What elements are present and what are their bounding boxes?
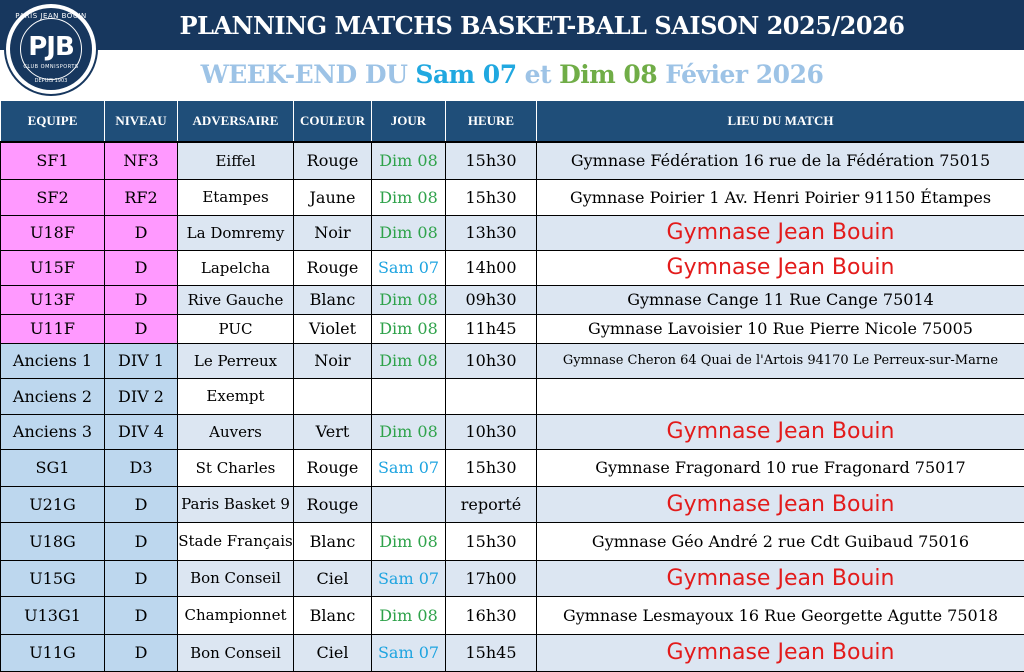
table-row (1, 250, 1024, 285)
cell-couleur: Blanc (294, 285, 372, 314)
cell-lieu: Gymnase Cange 11 Rue Cange 75014 (537, 285, 1024, 314)
cell-lieu: Gymnase Fragonard 10 rue Fragonard 75017 (537, 449, 1024, 486)
col-equipe: EQUIPE (1, 101, 105, 143)
cell-niveau: D (105, 314, 178, 343)
cell-jour: Dim 08 (372, 179, 446, 215)
cell-couleur: Ciel (294, 560, 372, 596)
cell-heure: 17h00 (446, 560, 537, 596)
cell-heure: 10h30 (446, 343, 537, 378)
cell-couleur: Rouge (294, 142, 372, 179)
cell-jour: Dim 08 (372, 414, 446, 449)
cell-jour: Sam 07 (372, 634, 446, 671)
cell-couleur: Blanc (294, 522, 372, 560)
table-body (1, 142, 1024, 671)
page-header (0, 0, 1024, 98)
cell-heure: 15h45 (446, 634, 537, 671)
cell-lieu: Gymnase Jean Bouin (537, 414, 1024, 449)
title-bar (0, 0, 1024, 50)
cell-equipe: U13F (1, 285, 105, 314)
cell-niveau: D (105, 560, 178, 596)
cell-couleur: Rouge (294, 449, 372, 486)
page-title: PLANNING MATCHS BASKET-BALL SAISON 2025/2026 (180, 11, 905, 40)
table-row (1, 634, 1024, 671)
cell-equipe: Anciens 2 (1, 378, 105, 414)
cell-jour: Sam 07 (372, 449, 446, 486)
cell-adversaire: La Domremy (178, 215, 294, 250)
cell-equipe: U18G (1, 522, 105, 560)
cell-equipe: U11F (1, 314, 105, 343)
cell-heure: 13h30 (446, 215, 537, 250)
logo-bottom-text: CLUB OMNISPORTS (6, 64, 96, 70)
cell-jour (372, 378, 446, 414)
cell-jour: Dim 08 (372, 285, 446, 314)
cell-couleur: Ciel (294, 634, 372, 671)
col-jour: JOUR (372, 101, 446, 143)
cell-jour: Sam 07 (372, 560, 446, 596)
cell-couleur: Noir (294, 215, 372, 250)
cell-adversaire: Exempt (178, 378, 294, 414)
cell-equipe: SG1 (1, 449, 105, 486)
cell-lieu: Gymnase Lavoisier 10 Rue Pierre Nicole 75005 (537, 314, 1024, 343)
col-adversaire: ADVERSAIRE (178, 101, 294, 143)
cell-jour: Dim 08 (372, 343, 446, 378)
cell-lieu: Gymnase Fédération 16 rue de la Fédération 75015 (537, 142, 1024, 179)
cell-heure: 16h30 (446, 596, 537, 634)
cell-jour: Dim 08 (372, 142, 446, 179)
cell-jour: Dim 08 (372, 314, 446, 343)
cell-niveau: RF2 (105, 179, 178, 215)
cell-equipe: U13G1 (1, 596, 105, 634)
cell-couleur: Rouge (294, 250, 372, 285)
cell-lieu (537, 378, 1024, 414)
cell-lieu: Gymnase Jean Bouin (537, 215, 1024, 250)
cell-couleur: Rouge (294, 486, 372, 522)
cell-heure (446, 378, 537, 414)
cell-lieu: Gymnase Jean Bouin (537, 486, 1024, 522)
cell-equipe: SF2 (1, 179, 105, 215)
cell-adversaire: Stade Français (178, 522, 294, 560)
match-schedule-table (0, 100, 1024, 672)
cell-jour (372, 486, 446, 522)
cell-heure: 15h30 (446, 179, 537, 215)
weekend-subtitle (0, 50, 1024, 98)
cell-niveau: DIV 1 (105, 343, 178, 378)
cell-lieu: Gymnase Jean Bouin (537, 250, 1024, 285)
cell-equipe: SF1 (1, 142, 105, 179)
cell-adversaire: Auvers (178, 414, 294, 449)
table-row (1, 343, 1024, 378)
table-row (1, 486, 1024, 522)
cell-lieu: Gymnase Géo André 2 rue Cdt Guibaud 75016 (537, 522, 1024, 560)
cell-heure: 15h30 (446, 142, 537, 179)
cell-jour: Dim 08 (372, 522, 446, 560)
cell-heure: 09h30 (446, 285, 537, 314)
cell-couleur: Violet (294, 314, 372, 343)
col-niveau: NIVEAU (105, 101, 178, 143)
cell-jour: Dim 08 (372, 215, 446, 250)
cell-niveau: D (105, 486, 178, 522)
table-row (1, 414, 1024, 449)
cell-niveau: D3 (105, 449, 178, 486)
cell-niveau: D (105, 285, 178, 314)
cell-adversaire: PUC (178, 314, 294, 343)
table-row (1, 522, 1024, 560)
club-logo (6, 4, 96, 94)
cell-niveau: NF3 (105, 142, 178, 179)
cell-jour: Sam 07 (372, 250, 446, 285)
cell-heure: 14h00 (446, 250, 537, 285)
subtitle-month: Févier 2026 (665, 60, 823, 89)
logo-since-text: DEPUIS 1903 (6, 78, 96, 84)
cell-adversaire: Le Perreux (178, 343, 294, 378)
cell-heure: 15h30 (446, 522, 537, 560)
col-lieu: LIEU DU MATCH (537, 101, 1024, 143)
cell-adversaire: Paris Basket 9 (178, 486, 294, 522)
subtitle-saturday: Sam 07 (415, 60, 516, 89)
table-row (1, 449, 1024, 486)
logo-top-text: PARIS JEAN BOUIN (6, 12, 96, 20)
cell-heure: 11h45 (446, 314, 537, 343)
cell-heure: 10h30 (446, 414, 537, 449)
cell-lieu: Gymnase Lesmayoux 16 Rue Georgette Agutte 75018 (537, 596, 1024, 634)
cell-niveau: D (105, 634, 178, 671)
cell-adversaire: St Charles (178, 449, 294, 486)
cell-equipe: Anciens 3 (1, 414, 105, 449)
table-row (1, 179, 1024, 215)
table-header-row (1, 101, 1024, 143)
table-row (1, 285, 1024, 314)
cell-adversaire: Rive Gauche (178, 285, 294, 314)
cell-couleur: Blanc (294, 596, 372, 634)
cell-niveau: DIV 4 (105, 414, 178, 449)
cell-niveau: D (105, 522, 178, 560)
cell-lieu: Gymnase Jean Bouin (537, 634, 1024, 671)
cell-adversaire: Championnet (178, 596, 294, 634)
cell-niveau: DIV 2 (105, 378, 178, 414)
subtitle-prefix: WEEK-END DU (201, 60, 408, 89)
table-row (1, 378, 1024, 414)
cell-equipe: Anciens 1 (1, 343, 105, 378)
table-row (1, 560, 1024, 596)
cell-equipe: U11G (1, 634, 105, 671)
cell-adversaire: Etampes (178, 179, 294, 215)
cell-heure: reporté (446, 486, 537, 522)
cell-jour: Dim 08 (372, 596, 446, 634)
subtitle-and: et (525, 60, 551, 89)
cell-niveau: D (105, 250, 178, 285)
cell-niveau: D (105, 596, 178, 634)
table-row (1, 215, 1024, 250)
cell-couleur: Jaune (294, 179, 372, 215)
cell-equipe: U15F (1, 250, 105, 285)
cell-adversaire: Eiffel (178, 142, 294, 179)
cell-lieu: Gymnase Jean Bouin (537, 560, 1024, 596)
cell-equipe: U21G (1, 486, 105, 522)
table-row (1, 142, 1024, 179)
cell-heure: 15h30 (446, 449, 537, 486)
cell-lieu: Gymnase Cheron 64 Quai de l'Artois 94170 Le Perreux-sur-Marne (537, 343, 1024, 378)
subtitle-sunday: Dim 08 (559, 60, 657, 89)
col-couleur: COULEUR (294, 101, 372, 143)
table-row (1, 596, 1024, 634)
cell-couleur: Vert (294, 414, 372, 449)
cell-couleur: Noir (294, 343, 372, 378)
cell-adversaire: Lapelcha (178, 250, 294, 285)
cell-lieu: Gymnase Poirier 1 Av. Henri Poirier 91150 Étampes (537, 179, 1024, 215)
cell-equipe: U18F (1, 215, 105, 250)
cell-couleur (294, 378, 372, 414)
logo-letters: PJB (6, 32, 96, 62)
cell-niveau: D (105, 215, 178, 250)
cell-adversaire: Bon Conseil (178, 634, 294, 671)
table-row (1, 314, 1024, 343)
cell-equipe: U15G (1, 560, 105, 596)
col-heure: HEURE (446, 101, 537, 143)
cell-adversaire: Bon Conseil (178, 560, 294, 596)
